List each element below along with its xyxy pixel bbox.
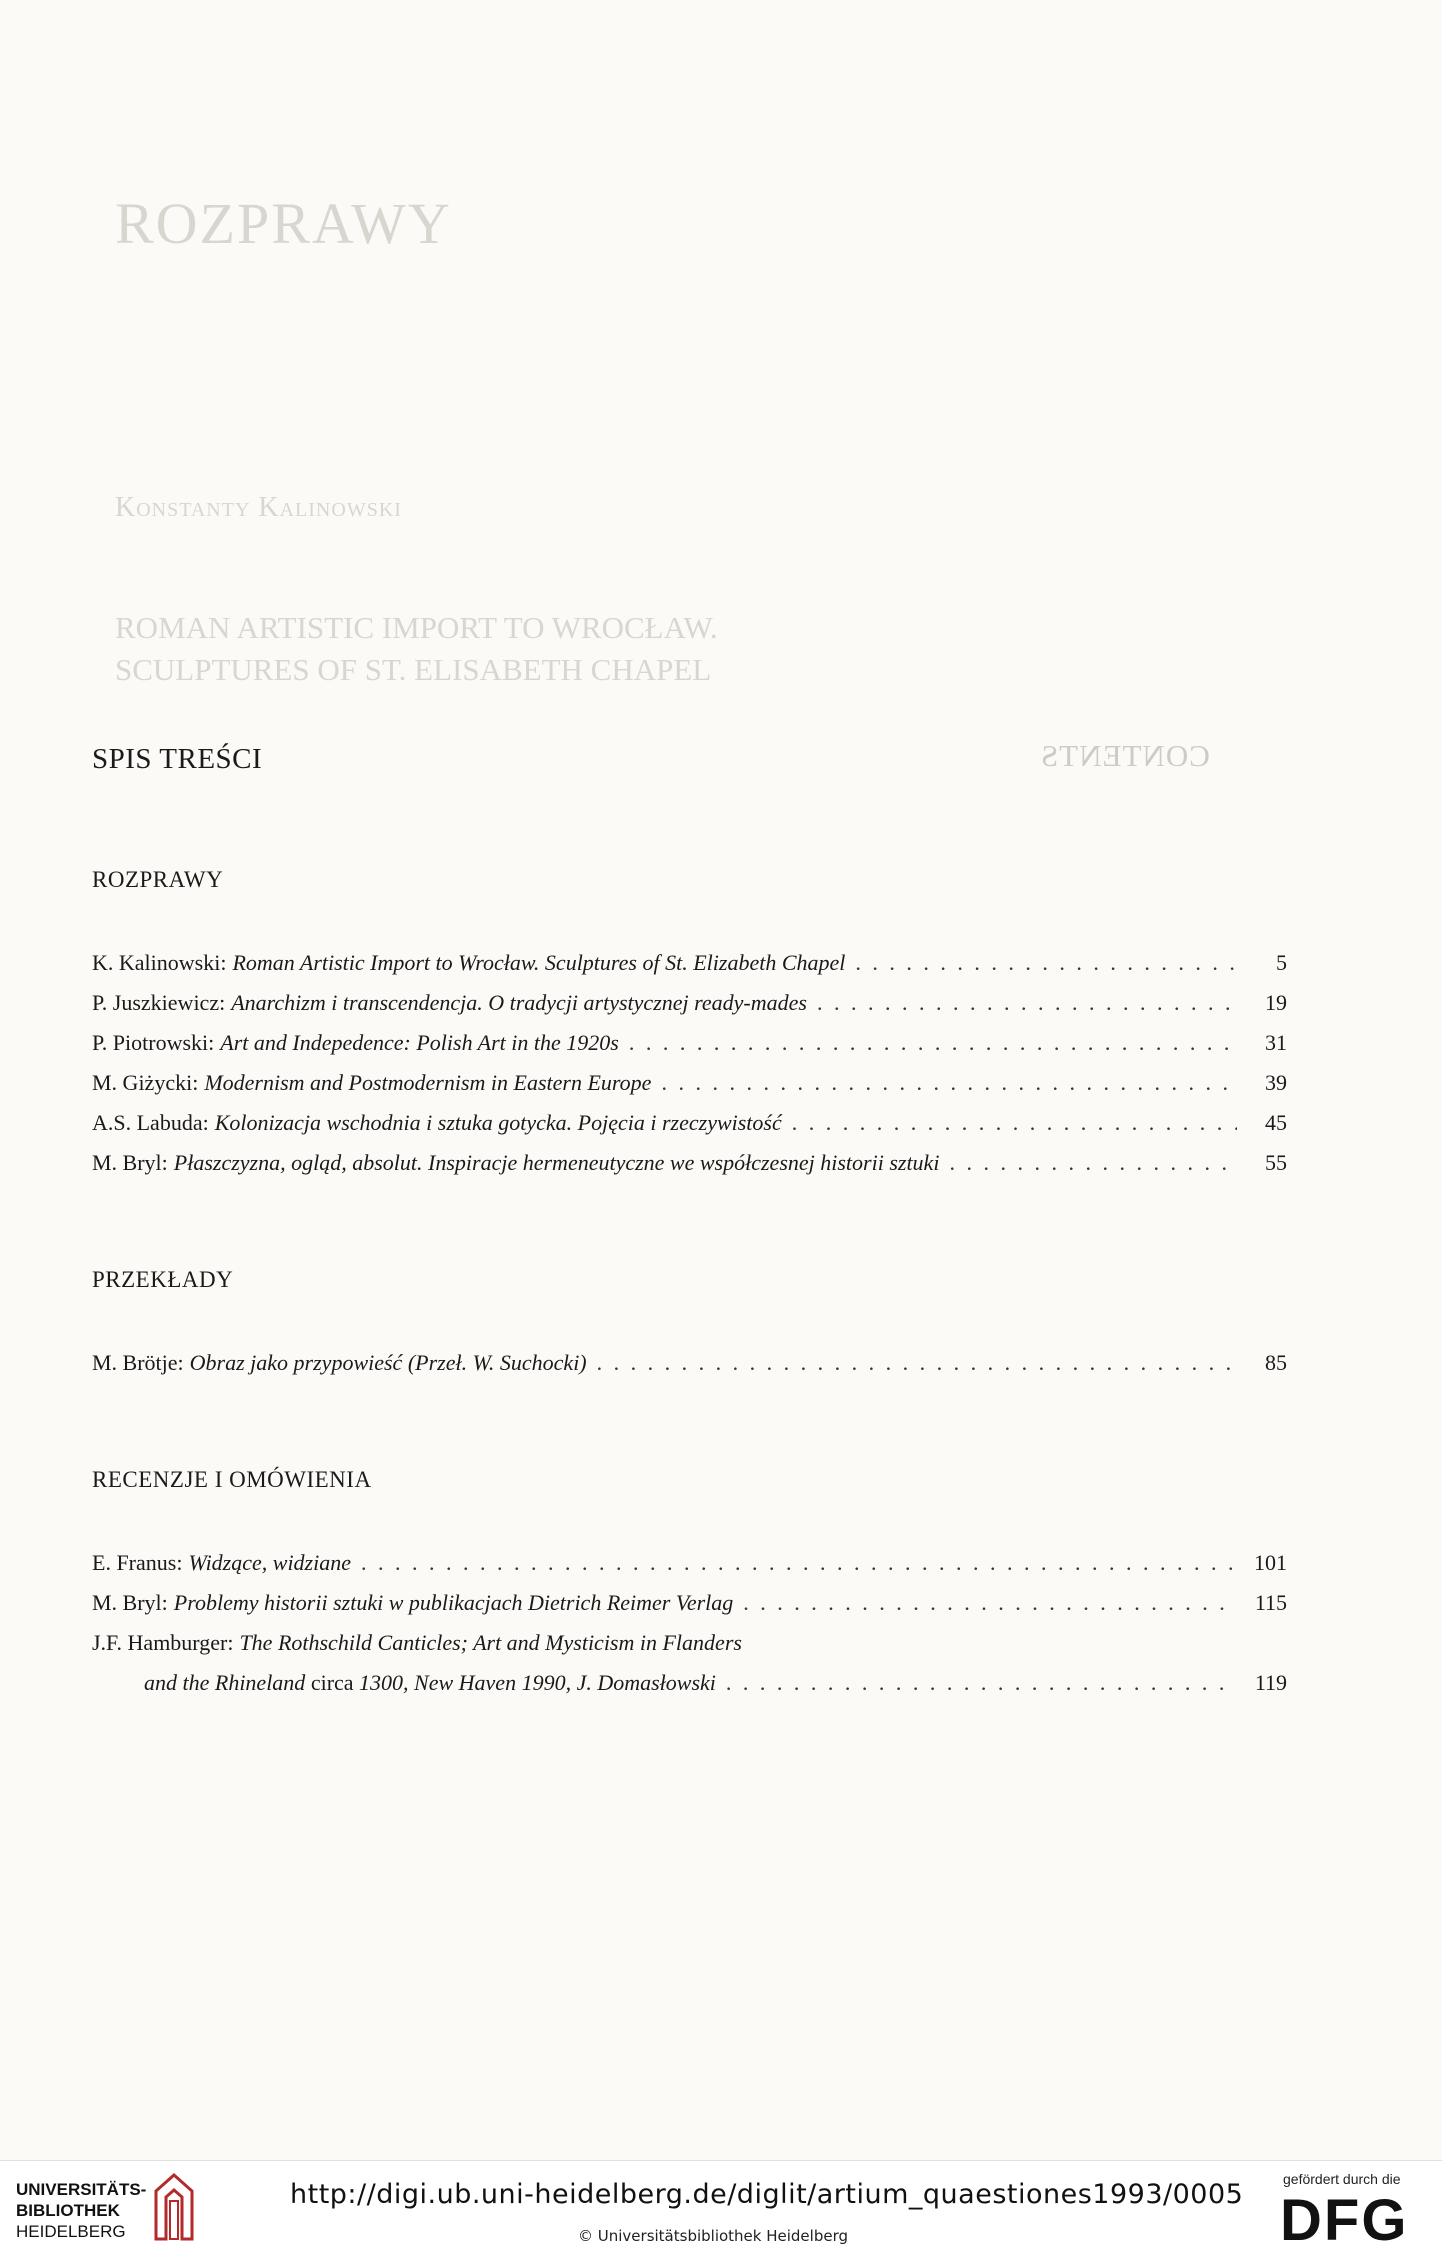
entry-title: Art and Indepedence: Polish Art in the 1920s — [220, 1030, 619, 1055]
toc-entry[interactable] — [92, 1544, 1287, 1574]
entry-page-number: 39 — [1265, 1070, 1287, 1095]
entry-title-part-b: circa — [310, 1670, 354, 1695]
permalink-url[interactable]: http://digi.ub.uni-heidelberg.de/diglit/artium_quaestiones1993/0005 — [290, 2179, 1244, 2210]
toc-entry[interactable] — [92, 1144, 1287, 1174]
entry-title: Anarchizm i transcendencja. O tradycji artystycznej ready-mades — [231, 990, 807, 1015]
entry-page-number: 115 — [1254, 1590, 1287, 1615]
section-heading-przeklady: PRZEKŁADY — [92, 1267, 234, 1292]
entry-page-number: 31 — [1265, 1030, 1287, 1055]
toc-entry[interactable] — [92, 1624, 1287, 1654]
entry-title: The Rothschild Canticles; Art and Mysticism in Flanders — [239, 1630, 742, 1655]
entry-page-number: 45 — [1265, 1110, 1287, 1135]
dot-leader — [726, 1672, 1237, 1694]
entry-title: Roman Artistic Import to Wrocław. Sculptures of St. Elizabeth Chapel — [232, 950, 846, 975]
entry-page-number: 85 — [1265, 1350, 1287, 1375]
digitization-footer — [0, 2160, 1442, 2264]
toc-entry[interactable] — [92, 1584, 1287, 1614]
toc-entry[interactable] — [92, 1104, 1287, 1134]
entry-title: Kolonizacja wschodnia i sztuka gotycka. Pojęcia i rzeczywistość — [214, 1110, 782, 1135]
entry-title-part-a: and the Rhineland — [144, 1670, 306, 1695]
entry-title: Problemy historii sztuki w publikacjach Dietrich Reimer Verlag — [173, 1590, 734, 1615]
copyright-notice: © Universitätsbibliothek Heidelberg — [578, 2227, 849, 2245]
entry-title: Modernism and Postmodernism in Eastern Europe — [204, 1070, 652, 1095]
dot-leader — [792, 1112, 1237, 1134]
entry-title-part-c: 1300, New Haven 1990, J. Domasłowski — [359, 1670, 716, 1695]
dot-leader — [855, 952, 1237, 974]
entry-author: A.S. Labuda: — [92, 1110, 209, 1135]
toc-entry[interactable] — [92, 1344, 1287, 1374]
library-name-line-1: UNIVERSITÄTS- — [16, 2180, 147, 2199]
dfg-logo: DFG — [1280, 2188, 1409, 2253]
toc-entry[interactable] — [92, 1064, 1287, 1094]
entry-title-continuation — [144, 1672, 716, 1694]
dot-leader — [361, 1552, 1237, 1574]
entry-page-number: 19 — [1265, 990, 1287, 1015]
dot-leader — [949, 1152, 1237, 1174]
entry-author: J.F. Hamburger: — [92, 1630, 234, 1655]
entry-author: M. Giżycki: — [92, 1070, 199, 1095]
entry-title: Obraz jako przypowieść (Przeł. W. Suchocki) — [189, 1350, 587, 1375]
bleed-through-subtitle-2: SCULPTURES OF ST. ELISABETH CHAPEL — [115, 652, 712, 687]
dot-leader — [629, 1032, 1237, 1054]
dot-leader — [661, 1072, 1237, 1094]
bleed-through-title: ROZPRAWY — [115, 191, 452, 256]
entry-page-number: 119 — [1254, 1670, 1287, 1695]
entry-author: M. Brötje: — [92, 1350, 184, 1375]
library-name-line-3: HEIDELBERG — [16, 2222, 126, 2241]
toc-entry[interactable] — [92, 984, 1287, 1014]
bleed-through-subtitle-1: ROMAN ARTISTIC IMPORT TO WROCŁAW. — [115, 610, 718, 645]
section-heading-rozprawy: ROZPRAWY — [92, 867, 224, 892]
funding-caption: gefördert durch die — [1283, 2171, 1401, 2187]
toc-title: SPIS TREŚCI — [92, 743, 263, 775]
entry-author: K. Kalinowski: — [92, 950, 227, 975]
toc-entry-continuation[interactable] — [92, 1664, 1287, 1694]
toc-entry[interactable] — [92, 1024, 1287, 1054]
dot-leader — [743, 1592, 1237, 1614]
entry-title: Płaszczyzna, ogląd, absolut. Inspiracje hermeneutyczne we współczesnej historii sztuki — [173, 1150, 940, 1175]
bleed-through-author: Konstanty Kalinowski — [115, 492, 402, 523]
entry-author: P. Piotrowski: — [92, 1030, 215, 1055]
toc-entry[interactable] — [92, 944, 1287, 974]
bleed-through-mirrored-heading: CONTENTS — [1040, 738, 1210, 773]
entry-title: Widzące, widziane — [188, 1550, 351, 1575]
entry-author: E. Franus: — [92, 1550, 183, 1575]
entry-page-number: 101 — [1254, 1550, 1287, 1575]
entry-page-number: 5 — [1276, 950, 1287, 975]
entry-page-number: 55 — [1265, 1150, 1287, 1175]
library-logo-icon — [152, 2171, 196, 2243]
dot-leader — [597, 1352, 1237, 1374]
entry-author: P. Juszkiewicz: — [92, 990, 226, 1015]
dot-leader — [817, 992, 1237, 1014]
section-heading-recenzje: RECENZJE I OMÓWIENIA — [92, 1467, 372, 1492]
library-name-line-2: BIBLIOTHEK — [16, 2201, 120, 2220]
library-logo-text — [16, 2179, 146, 2242]
entry-author: M. Bryl: — [92, 1150, 168, 1175]
entry-author: M. Bryl: — [92, 1590, 168, 1615]
